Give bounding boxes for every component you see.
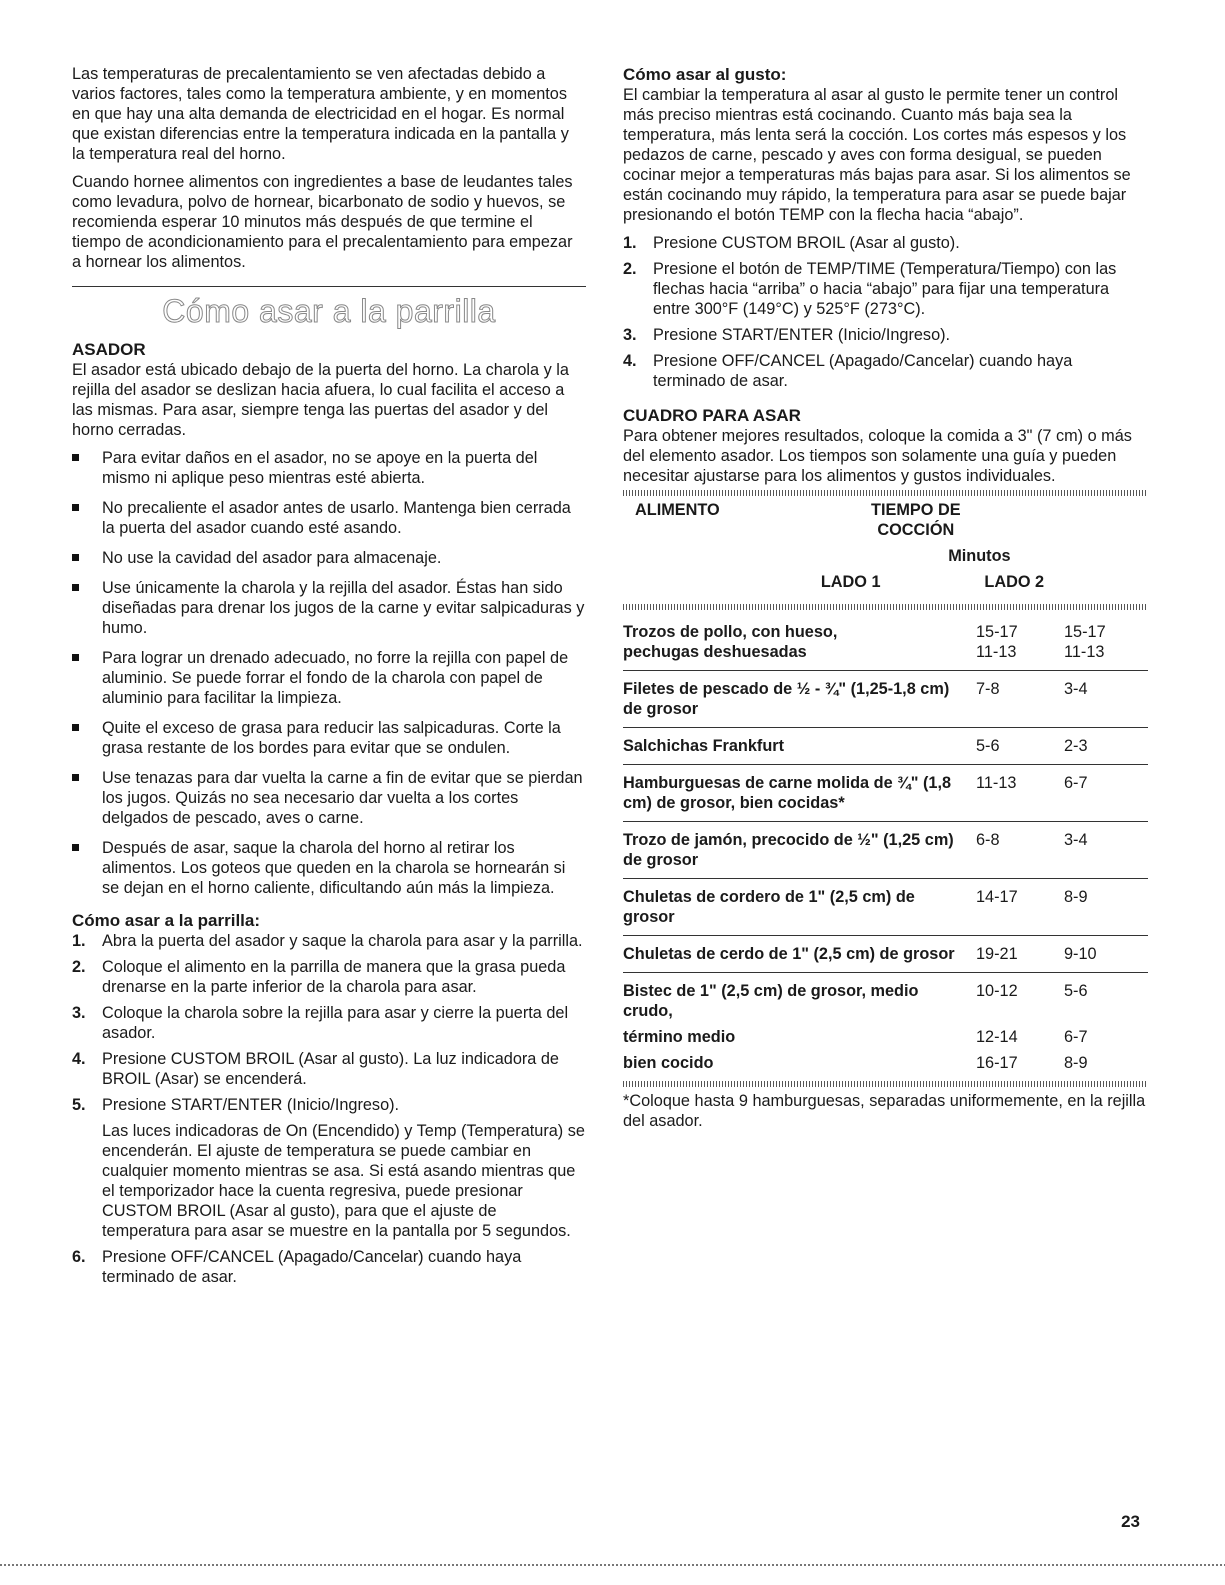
step-item [623,325,1148,345]
step-number: 1. [72,932,86,950]
food-cell: Hamburguesas de carne molida de ¾" (1,8 cm) de grosor, bien cocidas* [623,765,976,822]
right-column [623,64,1148,1131]
parrilla-steps [72,931,586,1287]
step-text: Abra la puerta del asador y saque la charola para asar y la parrilla. [102,932,583,950]
square-bullet-icon [72,454,79,461]
side1-cell: 15-17 [976,623,1018,641]
bullet-text: No precaliente el asador antes de usarlo. Mantenga bien cerrada la puerta del asador cuando esté asando. [102,499,571,537]
step-item [72,931,586,951]
bullet-item [72,548,586,568]
food-cell: Chuletas de cordero de 1" (2,5 cm) de grosor [623,879,976,936]
table-row [623,614,1148,642]
section-divider [72,286,586,287]
side2-cell: 15-17 [1064,623,1106,641]
left-column [72,64,586,1293]
step-number: 3. [72,1004,86,1022]
step-subtext: Las luces indicadoras de On (Encendido) y Temp (Temperatura) se encenderán. El ajuste de temperatura se puede cambiar en cualquier momento mientras se asa. Si está asando mientras que el temporizador hace la cuenta regresiva, puede presionar CUSTOM BROIL (Asar al gusto), para que el ajuste de temperatura para asar se muestre en la pantalla por 5 segundos. [102,1122,585,1240]
food-cell: Bistec de 1" (2,5 cm) de grosor, medio crudo, [623,982,919,1020]
step-item [623,351,1148,391]
side1-cell: 10-12 [976,982,1018,1000]
side2-cell: 2-3 [1064,728,1148,765]
bullet-text: Después de asar, saque la charola del horno al retirar los alimentos. Los goteos que queden en la charola se hornearán si se dejan en el horno caliente, dificultando aún más la limpieza. [102,839,566,897]
table-row [623,822,1148,879]
side1-cell: 6-8 [976,822,1064,879]
food-cell: pechugas deshuesadas [623,642,976,671]
food-cell: Chuletas de cerdo de 1" (2,5 cm) de grosor [623,936,976,973]
step-text: Coloque la charola sobre la rejilla para asar y cierre la puerta del asador. [102,1004,569,1042]
step-text: Presione OFF/CANCEL (Apagado/Cancelar) cuando haya terminado de asar. [102,1248,522,1286]
side2-cell: 8-9 [1064,1054,1088,1072]
side1-cell: 7-8 [976,671,1064,728]
step-item [72,1003,586,1043]
side2-cell: 6-7 [1064,1028,1088,1046]
side2-cell: 3-4 [1064,671,1148,728]
step-number: 4. [623,352,637,370]
table-row [623,728,1148,765]
step-item [72,957,586,997]
cuadro-paragraph: Para obtener mejores resultados, coloque la comida a 3" (7 cm) o más del elemento asador. Los tiempos son solamente una guía y pueden necesitar ajustarse para los alimentos y gustos individuales. [623,427,1132,485]
table-footnote: *Coloque hasta 9 hamburguesas, separadas uniformemente, en la rejilla del asador. [623,1092,1146,1130]
bullet-item [72,448,586,488]
bullet-item [72,838,586,898]
header-side-1: LADO 1 [820,573,881,591]
side2-cell: 8-9 [1064,879,1148,936]
square-bullet-icon [72,724,79,731]
gusto-paragraph: El cambiar la temperatura al asar al gusto le permite tener un control más preciso mientras está cocinando. Cuanto más baja sea la temperatura, más lenta será la cocción. Los cortes más espesos y los pedazos de carne, pescado y aves con forma desigual, se pueden cocinar mejor a temperaturas más bajas para asar. Si los alimentos se están cocinando muy rápido, la temperatura para asar se puede bajar presionando el botón TEMP con la flecha hacia “abajo”. [623,86,1131,224]
table-row [623,642,1148,671]
step-text: Presione START/ENTER (Inicio/Ingreso). [653,326,951,344]
bullet-item [72,498,586,538]
broil-chart-body [623,614,1148,1077]
header-minutes-label: Minutos [948,547,1011,565]
table-row [623,671,1148,728]
bullet-text: No use la cavidad del asador para almacenaje. [102,549,442,567]
step-text: Presione OFF/CANCEL (Apagado/Cancelar) cuando haya terminado de asar. [653,352,1073,390]
step-item [72,1049,586,1089]
step-item [623,233,1148,253]
step-text: Presione START/ENTER (Inicio/Ingreso). [102,1096,400,1114]
table-row [623,879,1148,936]
square-bullet-icon [72,504,79,511]
asador-bullet-list [72,448,586,898]
table-top-rule [623,490,1148,496]
page-number: 23 [1121,1512,1140,1531]
step-number: 6. [72,1248,86,1266]
step-item [72,1247,586,1287]
square-bullet-icon [72,654,79,661]
header-side-2: LADO 2 [984,573,1045,591]
bullet-text: Para evitar daños en el asador, no se apoye en la puerta del mismo ni aplique peso mientras esté abierta. [102,449,538,487]
bullet-item [72,768,586,828]
food-cell: Salchichas Frankfurt [623,728,976,765]
gusto-steps [623,233,1148,391]
asador-paragraph: El asador está ubicado debajo de la puerta del horno. La charola y la rejilla del asador se deslizan hacia afuera, lo cual facilita el acceso a las mismas. Para asar, siempre tenga las puertas del asador y del horno cerradas. [72,361,569,439]
side2-cell: 3-4 [1064,822,1148,879]
food-cell: término medio [623,1028,736,1046]
side1-cell: 14-17 [976,879,1064,936]
side2-cell: 6-7 [1064,765,1148,822]
intro-paragraph-2: Cuando hornee alimentos con ingredientes a base de leudantes tales como levadura, polvo de hornear, bicarbonato de sodio y huevos, se recomienda esperar 10 minutos más después de que termine el tiempo de acondicionamiento para el precalentamiento para empezar a hornear los alimentos. [72,173,573,271]
side2-cell: 9-10 [1064,936,1148,973]
bullet-item [72,578,586,638]
food-cell: bien cocido [623,1054,714,1072]
bullet-text: Use únicamente la charola y la rejilla del asador. Éstas han sido diseñadas para drenar los jugos de la carne y evitar salpicaduras y humo. [102,579,585,637]
step-number: 2. [623,260,637,278]
step-number: 1. [623,234,637,252]
side1-cell: 11-13 [976,765,1064,822]
square-bullet-icon [72,844,79,851]
side1-cell: 11-13 [976,642,1064,671]
food-cell: Filetes de pescado de ½ - ¾" (1,25-1,8 cm) de grosor [623,671,976,728]
side2-cell: 5-6 [1064,982,1088,1000]
side1-cell: 19-21 [976,936,1064,973]
bullet-text: Quite el exceso de grasa para reducir las salpicaduras. Corte la grasa restante de los bordes para evitar que se ondulen. [102,719,561,757]
header-time [821,500,1148,540]
square-bullet-icon [72,774,79,781]
food-cell: Trozo de jamón, precocido de ½" (1,25 cm) de grosor [623,822,976,879]
step-number: 5. [72,1096,86,1114]
bullet-text: Use tenazas para dar vuelta la carne a fin de evitar que se pierdan los jugos. Quizás no sea necesario dar vuelta a los cortes delgados de pescado, aves o carne. [102,769,583,827]
table-row [623,765,1148,822]
broil-chart-table [623,500,1148,600]
page-bottom-border [0,1564,1225,1566]
bullet-text: Para lograr un drenado adecuado, no forre la rejilla con papel de aluminio. Se puede forrar el fondo de la charola con papel de aluminio para facilitar la limpieza. [102,649,569,707]
step-number: 4. [72,1050,86,1068]
asador-heading: ASADOR [72,340,146,359]
header-minutes [821,540,1148,566]
step-text: Presione el botón de TEMP/TIME (Temperatura/Tiempo) con las flechas hacia “arriba” o hacia “abajo” para fijar una temperatura entre 300°F (149°C) y 525°F (273°C). [653,260,1117,318]
square-bullet-icon [72,584,79,591]
parrilla-heading: Cómo asar a la parrilla: [72,911,261,930]
intro-paragraph-1: Las temperaturas de precalentamiento se ven afectadas debido a varios factores, tales como la temperatura ambiente, y en momentos en que hay una alta demanda de electricidad en el hogar. Es normal que existan diferencias entre la temperatura indicada en la pantalla y la temperatura real del horno. [72,65,569,163]
table-row [623,1047,1148,1077]
side1-cell: 12-14 [976,1028,1018,1046]
step-item [623,259,1148,319]
bullet-item [72,648,586,708]
header-time-label: TIEMPO DE COCCIÓN [871,501,961,539]
cuadro-heading: CUADRO PARA ASAR [623,406,801,425]
header-food: ALIMENTO [635,501,720,519]
table-header-rule [623,604,1148,610]
table-row [623,936,1148,973]
bullet-item [72,718,586,758]
table-row [623,1021,1148,1047]
table-bottom-rule [623,1081,1148,1087]
table-row [623,973,1148,1022]
step-text: Coloque el alimento en la parrilla de manera que la grasa pueda drenarse en la parte inferior de la charola para asar. [102,958,566,996]
square-bullet-icon [72,554,79,561]
step-item [72,1095,586,1241]
side1-cell: 5-6 [976,728,1064,765]
step-text: Presione CUSTOM BROIL (Asar al gusto). La luz indicadora de BROIL (Asar) se encenderá. [102,1050,559,1088]
gusto-heading: Cómo asar al gusto: [623,65,787,84]
step-number: 3. [623,326,637,344]
step-number: 2. [72,958,86,976]
side2-cell: 11-13 [1064,642,1148,671]
side1-cell: 16-17 [976,1054,1018,1072]
food-cell: Trozos de pollo, con hueso, [623,623,838,641]
section-title: Cómo asar a la parrilla [162,293,496,329]
step-text: Presione CUSTOM BROIL (Asar al gusto). [653,234,960,252]
